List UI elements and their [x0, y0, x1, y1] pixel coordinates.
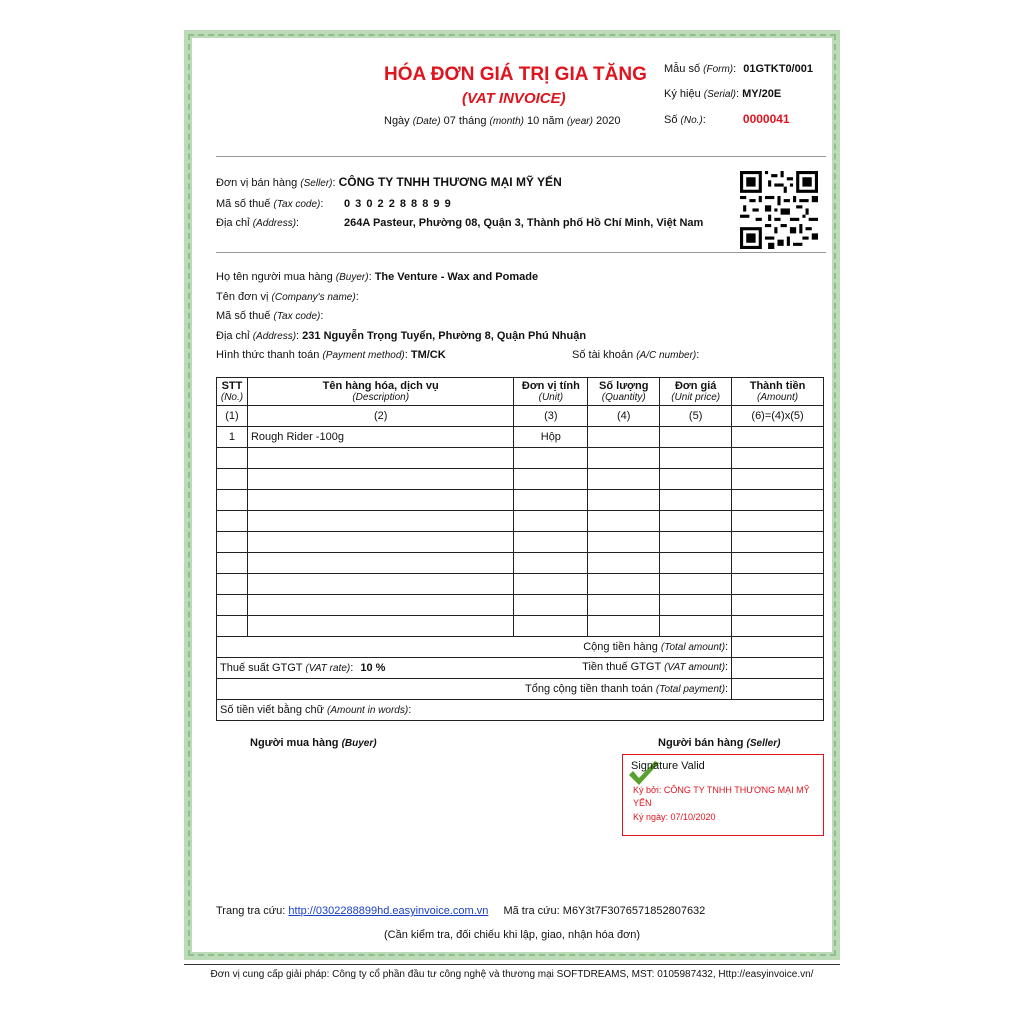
serial-value: MY/20E [742, 88, 782, 100]
index-cell: (4) [588, 406, 660, 427]
payment-label: Hình thức thanh toán [216, 349, 320, 361]
index-cell: (6)=(4)x(5) [732, 406, 824, 427]
table-row-empty [217, 469, 824, 490]
date-label: (Date) [412, 116, 441, 127]
seller-address: 264A Pasteur, Phường 08, Quận 3, Thành phố Hồ Chí Minh, Việt Nam [344, 217, 704, 229]
vat-amount-value [732, 658, 824, 679]
seller-sign-label-en: (Seller) [746, 738, 781, 749]
header-unit: Đơn vị tính (Unit) [514, 378, 588, 406]
invoice-date [384, 115, 620, 127]
date-day: 07 [443, 115, 456, 127]
table-header-row [217, 378, 824, 406]
amount-in-words-row: Số tiền viết bằng chữ (Amount in words): [217, 700, 824, 721]
buyer-tax-row: Mã số thuế (Tax code): [216, 310, 324, 322]
grand-total-value [732, 679, 824, 700]
serial-label-en: (Serial) [703, 89, 736, 100]
row-quantity [588, 427, 660, 448]
signature-status: Signature Valid [631, 760, 705, 772]
buyer-signature-title [250, 737, 377, 749]
seller-label-en: (Seller) [300, 178, 333, 189]
date-year: 2020 [596, 115, 621, 127]
table-row-empty [217, 616, 824, 637]
header-amount: Thành tiền (Amount) [732, 378, 824, 406]
lookup-code-label: Mã tra cứu: [503, 905, 560, 917]
seller-sign-label: Người bán hàng [658, 737, 744, 749]
seller-tax-label: Mã số thuế [216, 198, 271, 210]
verification-note: (Cần kiểm tra, đối chiếu khi lập, giao, nhận hóa đơn) [384, 929, 641, 941]
payment-method: TM/CK [410, 349, 446, 361]
buyer-sign-label: Người mua hàng [250, 737, 339, 749]
seller-address-row: Địa chỉ (Address): [216, 217, 300, 229]
payment-label-en: (Payment method) [322, 350, 405, 361]
invoice-number: Số (No.): 0000041 [664, 112, 790, 126]
vat-rate-label: Thuế suất GTGT [220, 662, 303, 674]
account-label: Số tài khoản [572, 349, 634, 361]
total-amount-value [732, 637, 824, 658]
seller-signature-title [658, 737, 780, 749]
total-amount-label-en: (Total amount) [660, 642, 726, 653]
account-number-row: Số tài khoản (A/C number): [572, 349, 700, 361]
invoice-title: HÓA ĐƠN GIÁ TRỊ GIA TĂNG [384, 64, 647, 85]
index-row [217, 406, 824, 427]
vat-rate-label-en: (VAT rate) [305, 663, 351, 674]
table-row-empty [217, 532, 824, 553]
table-row-empty [217, 595, 824, 616]
lookup-code: M6Y3t7F3076571852807632 [562, 905, 706, 917]
buyer-name: The Venture - Wax and Pomade [374, 271, 539, 283]
header-quantity: Số lượng (Quantity) [588, 378, 660, 406]
buyer-address: 231 Nguyễn Trọng Tuyển, Phường 8, Quận Phú Nhuận [302, 330, 587, 342]
form-label-en: (Form) [703, 64, 734, 75]
table-row-empty [217, 553, 824, 574]
payment-method-row: Hình thức thanh toán (Payment method): TM/CK [216, 349, 446, 361]
divider [216, 252, 826, 253]
row-price [660, 427, 732, 448]
digital-signature-box[interactable] [622, 754, 824, 836]
vat-amount-label: Tiền thuế GTGT [582, 661, 662, 673]
date-month: 10 [527, 115, 540, 127]
divider [216, 156, 826, 157]
provider-footer: Đơn vị cung cấp giải pháp: Công ty cổ phần đầu tư công nghệ và thương mại SOFTDREAMS, MST: 0105987432, Http://easyinvoice.vn/ [184, 964, 840, 980]
invoice-subtitle: (VAT INVOICE) [462, 90, 566, 107]
no-value: 0000041 [742, 112, 790, 126]
row-description: Rough Rider -100g [247, 427, 513, 448]
vat-rate: 10 % [360, 662, 386, 674]
seller-tax-label-en: (Tax code) [273, 199, 321, 210]
signed-date: Ký ngày: 07/10/2020 [633, 812, 716, 822]
seller-address-label-en: (Address) [252, 218, 297, 229]
index-cell: (3) [514, 406, 588, 427]
buyer-name-row: Họ tên người mua hàng (Buyer): The Venture - Wax and Pomade [216, 271, 539, 283]
total-amount-row: Cộng tiền hàng (Total amount): [217, 637, 824, 658]
month-prefix: tháng [458, 115, 487, 127]
total-amount-label: Cộng tiền hàng [583, 641, 658, 653]
company-label: Tên đơn vị [216, 291, 269, 303]
buyer-sign-label-en: (Buyer) [341, 738, 377, 749]
table-row-empty [217, 511, 824, 532]
grand-total-label-en: (Total payment) [655, 684, 726, 695]
buyer-label: Họ tên người mua hàng [216, 271, 333, 283]
lookup-link[interactable]: http://0302288899hd.easyinvoice.com.vn [288, 905, 489, 917]
buyer-tax-label: Mã số thuế [216, 310, 271, 322]
serial-number: Ký hiệu (Serial): MY/20E [664, 88, 782, 100]
account-label-en: (A/C number) [636, 350, 697, 361]
signed-by: Ký bởi: CÔNG TY TNHH THƯƠNG MẠI MỸ YẾN [633, 785, 810, 808]
buyer-label-en: (Buyer) [335, 272, 369, 283]
amount-words-label: Số tiền viết bằng chữ [220, 704, 324, 716]
seller-name: CÔNG TY TNHH THƯƠNG MẠI MỸ YẾN [338, 175, 562, 189]
items-table [216, 377, 824, 721]
no-label: Số [664, 114, 678, 126]
table-row-empty [217, 574, 824, 595]
lookup-label: Trang tra cứu: [216, 905, 286, 917]
header-description: Tên hàng hóa, dịch vụ (Description) [247, 378, 513, 406]
grand-total-row: Tổng cộng tiền thanh toán (Total payment): [217, 679, 824, 700]
buyer-address-row: Địa chỉ (Address): 231 Nguyễn Trọng Tuyển, Phường 8, Quận Phú Nhuận [216, 330, 587, 342]
lookup-row [216, 905, 705, 917]
buyer-address-label-en: (Address) [252, 331, 297, 342]
seller-tax-code: 0 3 0 2 2 8 8 8 9 9 [344, 198, 452, 210]
date-prefix: Ngày [384, 115, 410, 127]
qr-code-icon [740, 171, 818, 249]
row-no: 1 [217, 427, 248, 448]
form-value: 01GTKT0/001 [743, 63, 813, 75]
vat-row: Thuế suất GTGT (VAT rate): 10 % Tiền thuế GTGT (VAT amount): [217, 658, 824, 679]
buyer-tax-label-en: (Tax code) [273, 311, 321, 322]
row-amount [732, 427, 824, 448]
index-cell: (5) [660, 406, 732, 427]
company-label-en: (Company's name) [271, 292, 356, 303]
serial-label: Ký hiệu [664, 88, 701, 100]
buyer-company-row: Tên đơn vị (Company's name): [216, 291, 359, 303]
year-label: (year) [566, 116, 593, 127]
month-label: (month) [489, 116, 524, 127]
buyer-address-label: Địa chỉ [216, 330, 250, 342]
invoice-page [184, 30, 840, 960]
seller-label: Đơn vị bán hàng [216, 177, 298, 189]
index-cell: (1) [217, 406, 248, 427]
grand-total-label: Tổng cộng tiền thanh toán [525, 683, 653, 695]
no-label-en: (No.) [680, 115, 703, 126]
amount-words-label-en: (Amount in words) [327, 705, 409, 716]
row-unit: Hộp [514, 427, 588, 448]
index-cell: (2) [247, 406, 513, 427]
form-label: Mẫu số [664, 63, 701, 75]
form-number: Mẫu số (Form): 01GTKT0/001 [664, 63, 813, 75]
table-row [217, 427, 824, 448]
table-row-empty [217, 448, 824, 469]
seller-tax-row: Mã số thuế (Tax code): [216, 198, 324, 210]
table-row-empty [217, 490, 824, 511]
header-no: STT (No.) [217, 378, 248, 406]
header-unit-price: Đơn giá (Unit price) [660, 378, 732, 406]
seller-address-label: Địa chỉ [216, 217, 250, 229]
seller-name-row: Đơn vị bán hàng (Seller): CÔNG TY TNHH THƯƠNG MẠI MỸ YẾN [216, 175, 562, 189]
year-prefix: năm [542, 115, 564, 127]
vat-amount-label-en: (VAT amount) [664, 662, 726, 673]
